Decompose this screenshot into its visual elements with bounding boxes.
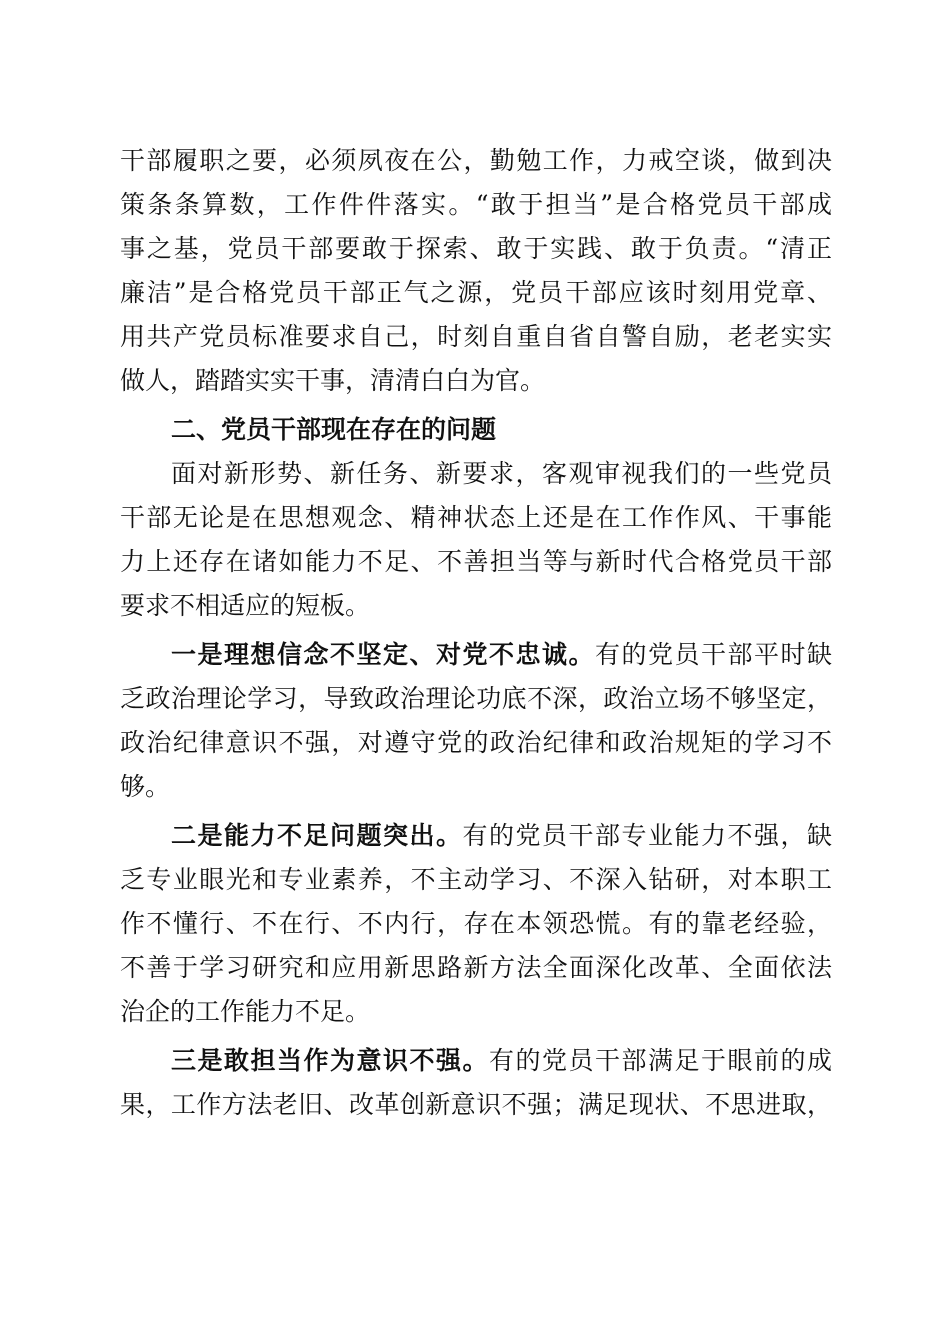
- point-line: [171, 1039, 832, 1083]
- body-line: 政治纪律意识不强，对遵守党的政治纪律和政治规矩的学习不: [120, 728, 832, 757]
- point-text: 有的党员干部专业能力不强，缺: [462, 821, 832, 850]
- body-line: 不善于学习研究和应用新思路新方法全面深化改革、全面依法: [120, 953, 832, 982]
- body-line: 作不懂行、不在行、不内行，存在本领恐慌。有的靠老经验，: [120, 909, 832, 938]
- body-line: 力上还存在诸如能力不足、不善担当等与新时代合格党员干部: [120, 547, 832, 576]
- point-line: [171, 814, 832, 858]
- body-line: 做人，踏踏实实干事，清清白白为官。: [120, 366, 546, 395]
- body-line: 果，工作方法老旧、改革创新意识不强；满足现状、不思进取，: [120, 1090, 832, 1119]
- point-text: 有的党员干部满足于眼前的成: [489, 1046, 832, 1075]
- body-line: 要求不相适应的短板。: [120, 591, 371, 620]
- body-line: 面对新形势、新任务、新要求，客观审视我们的一些党员: [171, 459, 832, 488]
- point-lead: 二是能力不足问题突出。: [171, 821, 463, 850]
- body-line: 用共产党员标准要求自己，时刻自重自省自警自励，老老实实: [120, 322, 832, 351]
- body-line: 廉洁”是合格党员干部正气之源，党员干部应该时刻用党章、: [120, 278, 832, 307]
- body-line: 干部履职之要，必须夙夜在公，勤勉工作，力戒空谈，做到决: [120, 146, 832, 175]
- body-line: 策条条算数，工作件件落实。“敢于担当”是合格党员干部成: [120, 190, 832, 219]
- body-line: 事之基，党员干部要敢于探索、敢于实践、敢于负责。“清正: [120, 234, 832, 263]
- body-line: 乏专业眼光和专业素养，不主动学习、不深入钻研，对本职工: [120, 865, 832, 894]
- section-heading: 二、党员干部现在存在的问题: [171, 415, 497, 444]
- body-line: 够。: [120, 772, 171, 801]
- body-line: 乏政治理论学习，导致政治理论功底不深，政治立场不够坚定，: [120, 684, 832, 713]
- point-lead: 一是理想信念不坚定、对党不忠诚。: [171, 640, 595, 669]
- body-line: 干部无论是在思想观念、精神状态上还是在工作作风、干事能: [120, 503, 832, 532]
- point-text: 有的党员干部平时缺: [594, 640, 832, 669]
- point-lead: 三是敢担当作为意识不强。: [171, 1046, 489, 1075]
- body-line: 治企的工作能力不足。: [120, 997, 371, 1026]
- point-line: [171, 633, 832, 677]
